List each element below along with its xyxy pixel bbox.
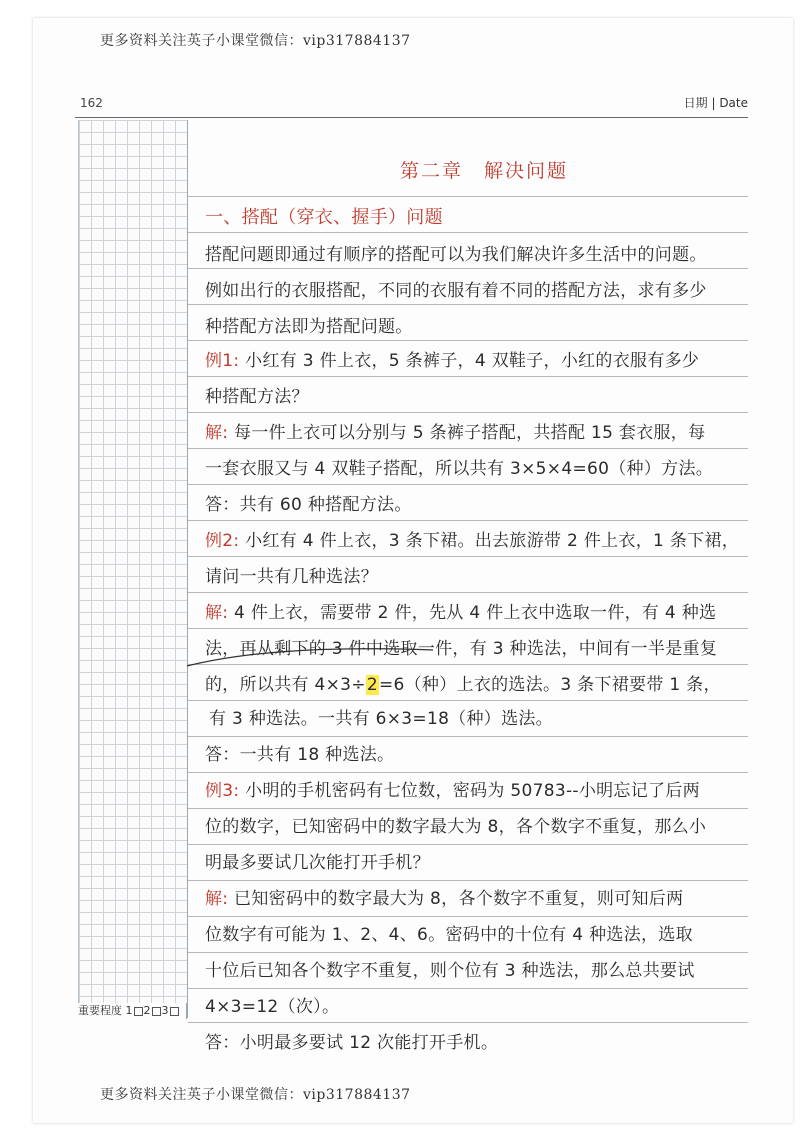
ruled-line	[188, 304, 748, 305]
page-number: 162	[80, 96, 103, 110]
importance-label: 重要程度	[78, 1004, 122, 1017]
example-3-solution: 解: 已知密码中的数字最大为 8，各个数字不重复，则可知后两	[205, 889, 684, 909]
date-label: 日期 | Date	[683, 96, 748, 110]
example-1-label: 例1:	[205, 351, 240, 371]
highlighted-number: 2	[366, 675, 378, 695]
example-1-question-cont: 种搭配方法？	[205, 387, 309, 407]
importance-option-2: 2	[143, 1004, 151, 1017]
ruled-line	[188, 268, 748, 269]
example-3-answer: 答：小明最多要试 12 次能打开手机。	[205, 1033, 499, 1053]
ruled-line	[188, 988, 748, 989]
intro-line: 例如出行的衣服搭配，不同的衣服有着不同的搭配方法，求有多少	[205, 281, 707, 301]
example-3-label: 例3:	[205, 781, 240, 801]
ruled-line	[188, 448, 748, 449]
example-3-solution-cont: 位数字有可能为 1、2、4、6。密码中的十位有 4 种选法，选取	[205, 925, 693, 945]
ruled-line	[188, 376, 748, 377]
margin-grid	[78, 120, 188, 1018]
ruled-line	[188, 592, 748, 593]
example-1-question: 例1: 小红有 3 件上衣，5 条裤子，4 双鞋子，小红的衣服有多少	[205, 351, 700, 371]
intro-line: 搭配问题即通过有顺序的搭配可以为我们解决许多生活中的问题。	[205, 245, 707, 265]
example-2-label: 例2:	[205, 531, 240, 551]
checkbox-2	[152, 1007, 161, 1016]
ruled-line	[188, 196, 748, 197]
example-2-solution-cont: 的，所以共有 4×3÷2=6（种）上衣的选法。3 条下裙要带 1 条，	[205, 675, 721, 695]
example-1-solution: 解: 每一件上衣可以分别与 5 条裤子搭配，共搭配 15 套衣服，每	[205, 423, 706, 443]
checkbox-1	[134, 1007, 143, 1016]
importance-option-1: 1	[125, 1004, 133, 1017]
watermark-bottom: 更多资料关注英子小课堂微信：vip317884137	[100, 1087, 411, 1103]
watermark-top: 更多资料关注英子小课堂微信：vip317884137	[100, 33, 411, 49]
example-3-solution-cont: 十位后已知各个数字不重复，则个位有 3 种选法，那么总共要试	[205, 961, 695, 981]
intro-line: 种搭配方法即为搭配问题。	[205, 317, 413, 337]
ruled-line	[188, 484, 748, 485]
ruled-line	[188, 556, 748, 557]
ruled-line	[188, 700, 748, 701]
solution-label: 解:	[205, 889, 229, 909]
ruled-line	[188, 232, 748, 233]
example-1-solution-cont: 一套衣服又与 4 双鞋子搭配，所以共有 3×5×4=60（种）方法。	[205, 459, 714, 479]
ruled-line	[188, 628, 748, 629]
example-3-question-cont: 位的数字，已知密码中的数字最大为 8，各个数字不重复，那么小	[205, 817, 707, 837]
example-2-solution-cont: 法，再从剩下的 3 件中选取一件，有 3 种选法，中间有一半是重复	[205, 639, 718, 659]
ruled-line	[188, 520, 748, 521]
checkbox-3	[170, 1007, 179, 1016]
ruled-line	[188, 880, 748, 881]
example-3-solution-cont: 4×3=12（次）。	[205, 997, 340, 1017]
section-title: 一、搭配（穿衣、握手）问题	[205, 207, 443, 228]
chapter-title: 第二章 解决问题	[400, 160, 569, 182]
example-3-question-cont: 明最多要试几次能打开手机？	[205, 853, 430, 873]
example-3-question: 例3: 小明的手机密码有七位数，密码为 50783--小明忘记了后两	[205, 781, 700, 801]
ruled-line	[188, 1022, 748, 1023]
header-rule	[75, 117, 748, 118]
ruled-line	[188, 772, 748, 773]
solution-label: 解:	[205, 423, 229, 443]
example-1-answer: 答：共有 60 种搭配方法。	[205, 495, 412, 515]
ruled-line	[188, 808, 748, 809]
example-2-solution-cont: 有 3 种选法。一共有 6×3=18（种）选法。	[209, 709, 553, 729]
ruled-line	[188, 952, 748, 953]
example-2-question: 例2: 小红有 4 件上衣，3 条下裙。出去旅游带 2 件上衣，1 条下裙，	[205, 531, 740, 551]
ruled-line	[188, 916, 748, 917]
importance-rating	[78, 1003, 187, 1019]
example-2-question-cont: 请问一共有几种选法？	[205, 567, 378, 587]
solution-label: 解:	[205, 603, 229, 623]
ruled-line	[188, 736, 748, 737]
importance-option-3: 3	[161, 1004, 169, 1017]
ruled-line	[188, 844, 748, 845]
ruled-line	[188, 340, 748, 341]
example-2-answer: 答：一共有 18 种选法。	[205, 745, 395, 765]
example-2-solution: 解: 4 件上衣，需要带 2 件，先从 4 件上衣中选取一件，有 4 种选	[205, 603, 717, 623]
ruled-line	[188, 412, 748, 413]
